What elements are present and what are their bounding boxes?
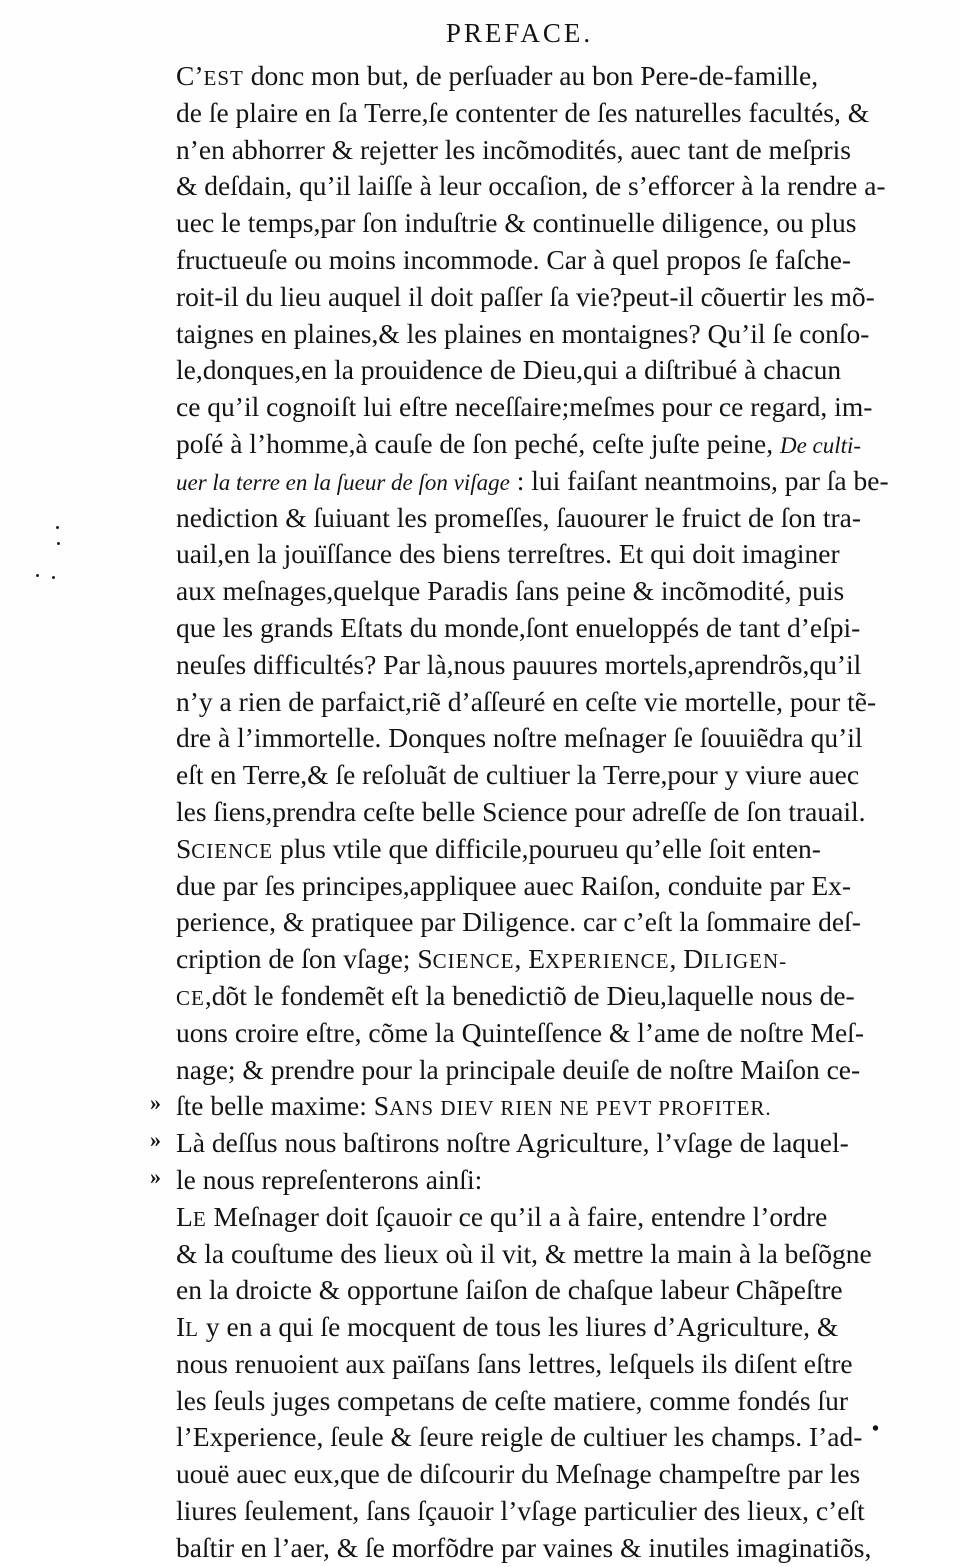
text-line	[176, 205, 892, 242]
catch-mark: •	[872, 1418, 880, 1440]
text-segment: en la droicte & opportune ſaiſon de chaſque labeur Chãpeſtre	[176, 1274, 843, 1306]
text-segment: , D	[669, 943, 704, 975]
text-segment: donc mon but, de perſuader au bon Pere-de-famille,	[243, 60, 819, 91]
small-caps-segment: ANS DIEV RIEN NE PEVT PROFITER.	[389, 1096, 772, 1121]
text-segment: uons croire eſtre, cõme la Quinteſſence & l’ame de noſtre Meſ-	[176, 1016, 864, 1048]
text-segment: dre à l’immortelle. Donques noſtre meſnager ſe ſouuiẽdra qu’il	[176, 722, 863, 754]
marginal-quote-marks	[150, 1085, 170, 1195]
italic-segment: uer la terre en la ſueur de ſon viſage	[176, 469, 510, 495]
text-segment: C’	[176, 60, 204, 91]
text-line	[176, 794, 892, 831]
text-segment: y en a qui ſe mocquent de tous les liures d’Agriculture, &	[199, 1311, 839, 1343]
italic-segment: De culti-	[779, 432, 862, 458]
text-segment: cription de ſon vſage; S	[176, 943, 433, 975]
quote-mark: »	[150, 1090, 161, 1115]
text-segment: Là deſſus nous baſtirons noſtre Agriculture, l’vſage de laquel-	[176, 1127, 849, 1159]
text-line	[176, 1015, 892, 1052]
text-line	[176, 831, 892, 868]
text-segment: uail,en la jouïſſance des biens terreſtres. Et qui doit imaginer	[176, 538, 840, 570]
text-segment: les ſeuls juges competans de ceſte matiere, comme fondés ſur	[176, 1384, 848, 1416]
small-caps-segment: XPERIENCE	[545, 949, 670, 974]
text-line	[176, 500, 892, 537]
ink-speck	[56, 526, 59, 529]
text-segment: le nous repreſenterons ainſi:	[176, 1163, 483, 1195]
text-line	[176, 647, 892, 684]
text-segment: Meſnager doit ſçauoir ce qu’il a à faire, entendre l’ordre	[206, 1200, 828, 1232]
small-caps-segment: CIENCE	[191, 838, 274, 863]
text-line	[176, 1383, 892, 1420]
text-segment: liures ſeulement, ſans ſçauoir l’vſage particulier des lieux, c’eſt	[176, 1495, 865, 1527]
small-caps-segment: CIENCE	[432, 949, 515, 974]
text-line	[176, 463, 892, 500]
text-segment: I	[176, 1311, 186, 1343]
text-segment: de ſe plaire en ſa Terre,ſe contenter de ſes naturelles facultés, &	[176, 96, 870, 128]
text-line	[176, 1456, 892, 1493]
text-line	[176, 1530, 892, 1567]
text-line	[176, 904, 892, 941]
text-segment: que les grands Eſtats du monde,ſont enueloppés de tant d’eſpi-	[176, 611, 861, 643]
text-line	[176, 941, 892, 978]
quote-mark: »	[150, 1163, 161, 1189]
text-segment: les ſiens,prendra ceſte belle Science pour adreſſe de ſon trauail.	[176, 795, 866, 827]
preface-text-block	[176, 58, 892, 1567]
running-title: PREFACE.	[445, 18, 594, 48]
text-line	[176, 1162, 892, 1199]
text-line	[176, 1309, 892, 1346]
text-line	[176, 389, 892, 426]
text-line	[176, 58, 892, 95]
text-line	[176, 168, 892, 205]
text-segment: perience, & pratiquee par Diligence. car c’eſt la ſommaire deſ-	[176, 906, 861, 938]
text-segment: uec le temps,par ſon induſtrie & continuelle diligence, ou plus	[176, 207, 857, 239]
text-line	[176, 352, 892, 389]
text-line	[176, 1272, 892, 1309]
text-segment: roit-il du lieu auquel il doit paſſer ſa vie?peut-il cõuertir les mõ-	[176, 280, 875, 312]
text-line	[176, 1125, 892, 1162]
text-segment: nous renuoient aux païſans ſans lettres, leſquels ils diſent eſtre	[176, 1347, 853, 1379]
text-line	[176, 426, 892, 463]
text-line	[176, 95, 892, 132]
text-segment: neuſes difficultés? Par là,nous pauures mortels,aprendrõs,qu’il	[176, 648, 862, 680]
ink-speck	[36, 574, 39, 577]
text-line	[176, 1088, 892, 1125]
small-caps-segment: ILIGEN-	[703, 949, 788, 974]
text-segment: ſte belle maxime: S	[176, 1090, 390, 1122]
text-segment: plus vtile que difficile,pourueu qu’elle ſoit enten-	[273, 832, 821, 864]
text-line	[176, 684, 892, 721]
small-caps-segment: L	[185, 1317, 199, 1342]
text-segment: ce qu’il cognoiſt lui eſtre neceſſaire;meſmes pour ce regard, im-	[176, 391, 873, 423]
text-segment: baſtir en l’aer, & ſe morfõdre par vaines & inutiles imaginatiõs,	[176, 1531, 872, 1563]
text-segment: n’en abhorrer & rejetter les incõmodités, auec tant de meſpris	[176, 133, 852, 165]
text-segment: S	[176, 832, 192, 864]
text-line	[176, 242, 892, 279]
text-segment: le,donques,en la prouidence de Dieu,qui a diſtribué à chacun	[176, 354, 842, 386]
text-line	[176, 1419, 892, 1456]
text-line	[176, 868, 892, 905]
ink-speck	[52, 576, 55, 579]
text-segment: uouë auec eux,que de diſcourir du Meſnage champeſtre par les	[176, 1458, 861, 1490]
text-segment: due par ſes principes,appliquee auec Raiſon, conduite par Ex-	[176, 869, 852, 901]
text-segment: l’Experience, ſeule & ſeure reigle de cultiuer les champs. I’ad-	[176, 1421, 863, 1453]
text-segment: eſt en Terre,& ſe reſoluãt de cultiuer la Terre,pour y viure auec	[176, 759, 860, 791]
text-segment: n’y a rien de parfaict,riẽ d’aſſeuré en ceſte vie mortelle, pour tẽ-	[176, 685, 877, 717]
text-segment: & la couſtume des lieux où il vit, & mettre la main à la beſõgne	[176, 1237, 872, 1269]
text-line	[176, 610, 892, 647]
small-caps-segment: EST	[203, 66, 244, 90]
text-segment: aux meſnages,quelque Paradis ſans peine & incõmodité, puis	[176, 575, 845, 607]
text-segment: taignes en plaines,& les plaines en montaignes? Qu’il ſe conſo-	[176, 317, 870, 349]
text-line	[176, 573, 892, 610]
text-line	[176, 536, 892, 573]
text-segment: nage; & prendre pour la principale deuiſe de noſtre Maiſon ce-	[176, 1053, 861, 1085]
text-line	[176, 1493, 892, 1530]
text-segment: L	[176, 1200, 193, 1232]
text-line	[176, 757, 892, 794]
small-caps-segment: CE	[176, 985, 205, 1010]
text-segment: nediction & ſuiuant les promeſſes, ſauourer le fruict de ſon tra-	[176, 501, 861, 533]
text-segment: ,dõt le fondemẽt eſt la benedictiõ de Dieu,laquelle nous de-	[204, 979, 855, 1011]
text-segment: , E	[514, 943, 546, 975]
text-line	[176, 316, 892, 353]
text-segment: & deſdain, qu’il laiſſe à leur occaſion, de s’efforcer à la rendre a-	[176, 170, 886, 202]
text-line	[176, 1346, 892, 1383]
margin-ink-specks	[30, 520, 70, 600]
text-line	[176, 132, 892, 169]
ink-speck	[57, 542, 60, 545]
text-line	[176, 1236, 892, 1273]
small-caps-segment: E	[192, 1206, 207, 1231]
text-line	[176, 1199, 892, 1236]
text-segment: : lui faiſant neantmoins, par ſa be-	[509, 464, 889, 496]
text-line	[176, 1052, 892, 1089]
text-line	[176, 978, 892, 1015]
text-line	[176, 720, 892, 757]
text-segment: poſé à l’homme,à cauſe de ſon peché, ceſte juſte peine,	[176, 427, 780, 459]
quote-mark: »	[150, 1126, 161, 1152]
text-line	[176, 279, 892, 316]
text-segment: fructueuſe ou moins incommode. Car à quel propos ſe faſche-	[176, 243, 852, 275]
